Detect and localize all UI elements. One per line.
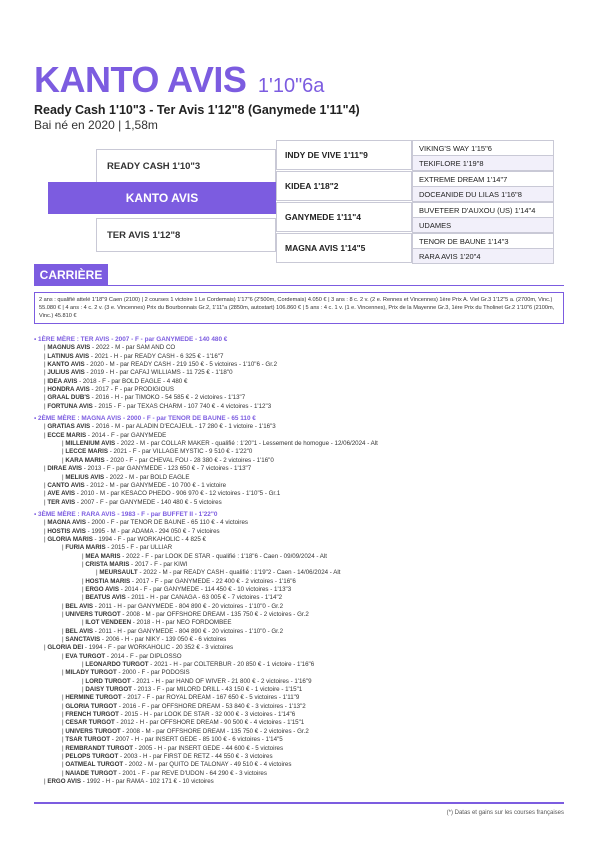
tree-bar: | xyxy=(62,669,66,677)
offspring-name: HOSTIA MARIS xyxy=(85,577,131,585)
family-row xyxy=(34,753,574,761)
pedigree-g3: UDAMES xyxy=(412,217,554,233)
pedigree-g3: BUVETEER D'AUXOU (US) 1'14"4 xyxy=(412,202,554,218)
family-row xyxy=(34,636,574,644)
family-row xyxy=(34,440,574,448)
offspring-name: MEURSAULT xyxy=(99,569,138,577)
offspring-details: - 1994 - F - par WORKAHOLIC - 4 825 € xyxy=(92,535,206,543)
offspring-name: ECCE MARIS xyxy=(47,431,87,439)
offspring-name: EVA TURGOT xyxy=(65,652,106,660)
tree-bar: | xyxy=(82,577,86,585)
horse-name: KANTO AVIS xyxy=(34,59,247,100)
offspring-details: - 2022 - F - par LOOK DE STAR - qualifié : 1'18"6 - Caen - 09/09/2024 - Alt xyxy=(120,552,328,560)
carriere-heading: CARRIÈRE xyxy=(34,264,108,286)
offspring-name: ERGO AVIS xyxy=(47,777,82,785)
tree-bar: | xyxy=(44,431,48,439)
offspring-details: - 2022 - M - par SAM AND CO xyxy=(90,344,176,352)
family-row xyxy=(34,619,574,627)
offspring-details: - 2011 - H - par CANAGA - 63 005 € - 7 victoires - 1'14"2 xyxy=(125,594,283,602)
offspring-name: HONDRA AVIS xyxy=(47,386,90,394)
offspring-details: - 2018 - H - par NEO FORDOMBEE xyxy=(131,619,232,627)
family-row xyxy=(34,386,574,394)
family-row xyxy=(34,474,574,482)
offspring-name: BEL AVIS xyxy=(65,602,94,610)
offspring-name: NAIADE TURGOT xyxy=(65,769,117,777)
mother-heading: ▪ 3ÈME MÈRE : RARA AVIS - 1983 - F - par BUFFET II - 1'22"0 xyxy=(34,510,218,518)
tree-bar: | xyxy=(62,544,66,552)
offspring-name: GLORIA DEI xyxy=(47,644,84,652)
family-row xyxy=(34,778,574,786)
mother-heading: ▪ 1ÈRE MÈRE : TER AVIS - 2007 - F - par GANYMEDE - 140 480 € xyxy=(34,336,228,343)
offspring-name: MEA MARIS xyxy=(85,552,121,560)
offspring-name: ILOT VENDEEN xyxy=(85,619,132,627)
offspring-details: - 2022 - M - par READY CASH - qualifié : 1'19"2 - Caen - 14/06/2024 - Alt xyxy=(137,569,341,577)
family-row xyxy=(34,661,574,669)
pedigree-sire: READY CASH 1'10"3 xyxy=(96,149,276,183)
family-row xyxy=(34,770,574,778)
family-row xyxy=(34,694,574,702)
mother-heading: ▪ 2ÈME MÈRE : MAGNA AVIS - 2000 - F - par TENOR DE BAUNE - 65 110 € xyxy=(34,415,256,423)
family-row xyxy=(34,394,574,402)
offspring-name: HERMINE TURGOT xyxy=(65,694,122,702)
pedigree-horse: KANTO AVIS xyxy=(48,182,276,214)
offspring-details: - 2017 - F - par GANYMEDE - 22 400 € - 2 victoires - 1'16"6 xyxy=(130,577,296,585)
offspring-name: SANCTAVIS xyxy=(65,636,101,644)
family-row xyxy=(34,432,574,440)
offspring-name: ERGO AVIS xyxy=(85,585,120,593)
offspring-name: LORD TURGOT xyxy=(85,677,131,685)
offspring-details: - 2014 - F - par DIPLOSSO xyxy=(105,652,182,660)
offspring-name: MELIUS AVIS xyxy=(65,473,105,481)
tree-bar: | xyxy=(62,694,66,702)
family-row xyxy=(34,423,574,431)
offspring-details: - 1995 - M - par ADAMA - 294 050 € - 7 victoires xyxy=(85,527,220,535)
tree-bar: | xyxy=(62,611,66,618)
family-row xyxy=(34,499,574,507)
tree-bar: | xyxy=(96,569,100,577)
offspring-name: UNIVERS TURGOT xyxy=(65,611,121,618)
offspring-details: - 2011 - H - par GANYMEDE - 804 890 € - 20 victoires - 1'10"0 - Gr.2 xyxy=(93,602,284,610)
family-row xyxy=(34,594,574,602)
offspring-name: IDEA AVIS xyxy=(47,377,78,385)
family-row xyxy=(34,644,574,652)
family-row xyxy=(34,536,574,544)
tree-bar: | xyxy=(44,498,48,506)
horse-info: Bai né en 2020 | 1,58m xyxy=(34,118,158,132)
family-row xyxy=(34,703,574,711)
carriere-text: 2 ans : qualifié attelé 1'18"9 Caen (2100) | 2 courses 1 victoire 1 Le Cordemais) 1'17"6 (2'500m, Cordemais) 4.050 € | 3 ans : 8 c. 2 v. (2 e. Rennes et Vincennes) 1ère Prix A. Viel Gr.3 1'12"5 a. (2700m, Vinc.) 55.080 € | 4 ans : 4 c. 2 v. (3 e. Vincennes) Prix du Bourbonnais Gr.2, 1'11"a (2850m, autostart) 106.860 € | 5 ans : 4 c. 1 v. (1 e. Vincennes), Prix de la Mayenne Gr.3, 1ère Prix du Tholinet Gr.2 1'10"6 (2100m, Vinc.) 45.810 € xyxy=(34,292,564,324)
offspring-name: KANTO AVIS xyxy=(47,361,85,369)
tree-bar: | xyxy=(44,386,48,394)
offspring-name: GRAAL DUB'S xyxy=(47,394,90,402)
family-row xyxy=(34,586,574,594)
family-row xyxy=(34,448,574,456)
tree-bar: | xyxy=(62,473,66,481)
family-row xyxy=(34,669,574,677)
offspring-details: - 2021 - H - par HAND OF WIVER - 21 800 € - 2 victoires - 1'16"9 xyxy=(130,677,312,685)
offspring-details: - 2021 - F - par VILLAGE MYSTIC - 9 510 € - 1'22"0 xyxy=(107,448,253,456)
offspring-details: - 2003 - H - par FIRST DE RETZ - 44 550 € - 3 victoires xyxy=(118,752,273,760)
tree-bar: | xyxy=(44,465,48,473)
offspring-name: GLORIA MARIS xyxy=(47,535,93,543)
family-row xyxy=(34,569,574,577)
offspring-details: - 2021 - H - par COLTERBUR - 20 850 € - 1 victoire - 1'16"6 xyxy=(148,661,315,669)
tree-bar: | xyxy=(62,761,66,769)
offspring-details: - 2007 - F - par GANYMEDE - 140 480 € - 5 victoires xyxy=(75,498,222,506)
tree-bar: | xyxy=(62,627,66,635)
offspring-details: - 2018 - F - par BOLD EAGLE - 4 480 € xyxy=(77,377,188,385)
offspring-details: - 2022 - M - par COLLAR MAKER - qualifié : 1'20"1 - Lessement de homogue - 12/06/2024 - Alt xyxy=(115,440,378,448)
tree-bar: | xyxy=(62,744,66,752)
offspring-name: MAGNUS AVIS xyxy=(47,344,91,352)
offspring-name: JULIUS AVIS xyxy=(47,369,85,377)
offspring-name: CRISTA MARIS xyxy=(85,560,130,568)
pedigree-g3: VIKING'S WAY 1'15"6 xyxy=(412,140,554,156)
pedigree-g3: RARA AVIS 1'20"4 xyxy=(412,248,554,264)
offspring-name: GLORIA TURGOT xyxy=(65,702,117,710)
offspring-details: - 1992 - H - par RAMA - 102 171 € - 10 victoires xyxy=(81,777,214,785)
family-row xyxy=(34,353,574,361)
family-list xyxy=(34,336,574,786)
offspring-name: LEONARDO TURGOT xyxy=(85,661,149,669)
tree-bar: | xyxy=(82,585,86,593)
pedigree-g3: EXTREME DREAM 1'14"7 xyxy=(412,171,554,187)
pedigree-g2: GANYMEDE 1'11"4 xyxy=(276,202,412,232)
offspring-details: - 2020 - M - par READY CASH - 219 150 € - 5 victoires - 1'10"6 - Gr.2 xyxy=(84,361,278,369)
offspring-details: - 2013 - F - par MILORD DRILL - 43 150 € - 1 victoire - 1'15"1 xyxy=(131,686,303,694)
offspring-details: - 2006 - H - par NIKY - 139 050 € - 6 victoires xyxy=(100,636,227,644)
offspring-details: - 2013 - F - par GANYMEDE - 123 650 € - 7 victoires - 1'13"7 xyxy=(82,465,252,473)
carriere-divider xyxy=(108,285,564,286)
offspring-details: - 2019 - H - par CAFAJ WILLIAMS - 11 725 € - 1'18"0 xyxy=(84,369,233,377)
offspring-name: MILLENIUM AVIS xyxy=(65,440,116,448)
offspring-name: LECCE MARIS xyxy=(65,448,108,456)
tree-bar: | xyxy=(62,719,66,727)
offspring-details: - 2015 - H - par LOOK DE STAR - 32 000 € - 3 victoires - 1'14"6 xyxy=(118,711,296,719)
offspring-details: - 2012 - M - par GANYMEDE - 10 700 € - 1 victoire xyxy=(84,481,227,489)
offspring-details: - 2007 - H - par INSERT GEDE - 85 100 € - 6 victoires - 1'14"5 xyxy=(110,736,283,744)
tree-bar: | xyxy=(62,769,66,777)
tree-bar: | xyxy=(62,652,66,660)
offspring-details: - 2022 - M - par BOLD EAGLE xyxy=(104,473,190,481)
family-row xyxy=(34,378,574,386)
offspring-name: BEATUS AVIS xyxy=(85,594,126,602)
family-row xyxy=(34,628,574,636)
tree-bar: | xyxy=(44,361,48,369)
tree-bar: | xyxy=(62,602,66,610)
pedigree-g3: DOCEANIDE DU LILAS 1'16"8 xyxy=(412,186,554,202)
tree-bar: | xyxy=(44,352,48,360)
family-row xyxy=(34,544,574,552)
family-row xyxy=(34,553,574,561)
pedigree-g2: MAGNA AVIS 1'14"5 xyxy=(276,233,412,263)
offspring-name: OATMEAL TURGOT xyxy=(65,761,124,769)
tree-bar: | xyxy=(62,636,66,644)
tree-bar: | xyxy=(44,423,48,431)
offspring-name: CANTO AVIS xyxy=(47,481,85,489)
offspring-name: DIRAE AVIS xyxy=(47,465,83,473)
family-row xyxy=(34,361,574,369)
offspring-details: - 2011 - H - par GANYMEDE - 804 890 € - 20 victoires - 1'10"0 - Gr.2 xyxy=(93,627,284,635)
tree-bar: | xyxy=(82,686,86,694)
tree-bar: | xyxy=(44,344,48,352)
tree-bar: | xyxy=(82,594,86,602)
offspring-name: MILADY TURGOT xyxy=(65,669,117,677)
offspring-name: FRENCH TURGOT xyxy=(65,711,119,719)
tree-bar: | xyxy=(82,619,86,627)
offspring-details: - 1994 - F - par WORKAHOLIC - 20 352 € - 3 victoires xyxy=(83,644,234,652)
bottom-divider xyxy=(34,802,564,804)
tree-bar: | xyxy=(62,456,66,464)
tree-bar: | xyxy=(62,727,66,735)
offspring-details: - 2012 - H - par OFFSHORE DREAM - 90 500 € - 4 victoires - 1'15"1 xyxy=(114,719,305,727)
tree-bar: | xyxy=(82,661,86,669)
family-row xyxy=(34,719,574,727)
offspring-name: HOSTIS AVIS xyxy=(47,527,86,535)
family-row xyxy=(34,369,574,377)
offspring-name: MAGNA AVIS xyxy=(47,519,86,527)
family-row xyxy=(34,344,574,352)
offspring-details: - 2002 - M - par QUITO DE TALONAY - 49 510 € - 4 victoires xyxy=(123,761,292,769)
offspring-details: - 2015 - F - par ULLIAR xyxy=(105,544,173,552)
offspring-details: - 2017 - F - par KIWI xyxy=(129,560,188,568)
tree-bar: | xyxy=(82,552,86,560)
offspring-details: - 2017 - F - par PRODIGIOUS xyxy=(89,386,174,394)
offspring-name: GRATIAS AVIS xyxy=(47,423,91,431)
offspring-details: - 2015 - F - par TEXAS CHARM - 107 740 € - 4 victoires - 1'12"3 xyxy=(92,402,272,410)
tree-bar: | xyxy=(44,527,48,535)
offspring-name: TER AVIS xyxy=(47,498,76,506)
family-row xyxy=(34,465,574,473)
offspring-name: AVE AVIS xyxy=(47,490,76,498)
family-row xyxy=(34,611,574,619)
family-row xyxy=(34,603,574,611)
tree-bar: | xyxy=(62,448,66,456)
offspring-details: - 2016 - F - par OFFSHORE DREAM - 53 840 € - 3 victoires - 1'13"2 xyxy=(117,702,306,710)
offspring-details: - 2001 - F - par REVE D'UDON - 64 290 € - 3 victoires xyxy=(116,769,267,777)
pedigree-chart xyxy=(48,140,554,264)
offspring-name: DAISY TURGOT xyxy=(85,686,132,694)
offspring-name: TSAR TURGOT xyxy=(65,736,111,744)
family-row xyxy=(34,678,574,686)
pedigree-g3: TENOR DE BAUNE 1'14"3 xyxy=(412,233,554,249)
pedigree-g3: TEKIFLORE 1'19"8 xyxy=(412,155,554,171)
offspring-name: REMBRANDT TURGOT xyxy=(65,744,134,752)
offspring-details: - 2010 - M - par KESACO PHEDO - 906 970 € - 12 victoires - 1'10"5 - Gr.1 xyxy=(75,490,281,498)
tree-bar: | xyxy=(82,560,86,568)
tree-bar: | xyxy=(44,377,48,385)
family-row xyxy=(34,490,574,498)
tree-bar: | xyxy=(62,752,66,760)
tree-bar: | xyxy=(44,394,48,402)
horse-record: 1'10"6a xyxy=(257,75,325,97)
family-row xyxy=(34,728,574,736)
offspring-name: PELOPS TURGOT xyxy=(65,752,119,760)
tree-bar: | xyxy=(44,644,48,652)
offspring-details: - 2014 - F - par GANYMEDE xyxy=(86,431,167,439)
tree-bar: | xyxy=(62,440,66,448)
family-row xyxy=(34,482,574,490)
horse-title xyxy=(34,59,325,100)
tree-bar: | xyxy=(44,369,48,377)
offspring-details: - 2005 - H - par INSERT GEDE - 44 600 € - 5 victoires xyxy=(133,744,284,752)
family-row xyxy=(34,653,574,661)
offspring-details: - 2000 - F - par PODOSIS xyxy=(116,669,190,677)
family-row xyxy=(34,528,574,536)
offspring-details: - 2016 - M - par ALADIN D'ECAJEUL - 17 280 € - 1 victoire - 1'16"3 xyxy=(90,423,276,431)
tree-bar: | xyxy=(44,481,48,489)
offspring-name: FORTUNA AVIS xyxy=(47,402,93,410)
offspring-details: - 2021 - H - par READY CASH - 6 325 € - 1'16"7 xyxy=(89,352,224,360)
offspring-details: - 2014 - F - par GANYMEDE - 114 450 € - 10 victoires - 1'13"3 xyxy=(119,585,292,593)
offspring-name: UNIVERS TURGOT xyxy=(65,727,121,735)
family-row xyxy=(34,711,574,719)
tree-bar: | xyxy=(44,535,48,543)
family-row xyxy=(34,457,574,465)
tree-bar: | xyxy=(44,402,48,410)
family-row xyxy=(34,745,574,753)
tree-bar: | xyxy=(44,490,48,498)
tree-bar: | xyxy=(82,677,86,685)
family-row xyxy=(34,578,574,586)
family-row xyxy=(34,761,574,769)
offspring-details: - 2000 - F - par TENOR DE BAUNE - 65 110 € - 4 victoires xyxy=(85,519,249,527)
offspring-details: - 2017 - F - par ROYAL DREAM - 167 650 € - 5 victoires - 1'11"9 xyxy=(121,694,300,702)
family-row xyxy=(34,403,574,411)
offspring-name: BEL AVIS xyxy=(65,627,94,635)
offspring-name: KARA MARIS xyxy=(65,456,105,464)
family-row xyxy=(34,561,574,569)
offspring-name: CESAR TURGOT xyxy=(65,719,115,727)
tree-bar: | xyxy=(62,736,66,744)
family-row xyxy=(34,736,574,744)
family-row xyxy=(34,519,574,527)
offspring-name: FURIA MARIS xyxy=(65,544,106,552)
offspring-details: - 2008 - M - par OFFSHORE DREAM - 135 750 € - 2 victoires - Gr.2 xyxy=(120,611,309,618)
tree-bar: | xyxy=(62,711,66,719)
pedigree-g2: KIDEA 1'18"2 xyxy=(276,171,412,201)
offspring-details: - 2008 - M - par OFFSHORE DREAM - 135 750 € - 2 victoires - Gr.2 xyxy=(120,727,309,735)
footnote: (*) Datas et gains sur les courses françaises xyxy=(446,810,564,816)
family-row xyxy=(34,686,574,694)
tree-bar: | xyxy=(62,702,66,710)
tree-bar: | xyxy=(44,519,48,527)
offspring-name: LATINUS AVIS xyxy=(47,352,90,360)
pedigree-g2: INDY DE VIVE 1'11"9 xyxy=(276,140,412,170)
pedigree-dam: TER AVIS 1'12"8 xyxy=(96,218,276,252)
offspring-details: - 2020 - F - par CHEVAL FOU - 28 380 € - 2 victoires - 1'16"0 xyxy=(104,456,274,464)
tree-bar: | xyxy=(44,777,48,785)
offspring-details: - 2016 - H - par TIMOKO - 54 585 € - 2 victoires - 1'13"7 xyxy=(89,394,246,402)
breeding-line: Ready Cash 1'10"3 - Ter Avis 1'12"8 (Ganymede 1'11"4) xyxy=(34,103,360,117)
